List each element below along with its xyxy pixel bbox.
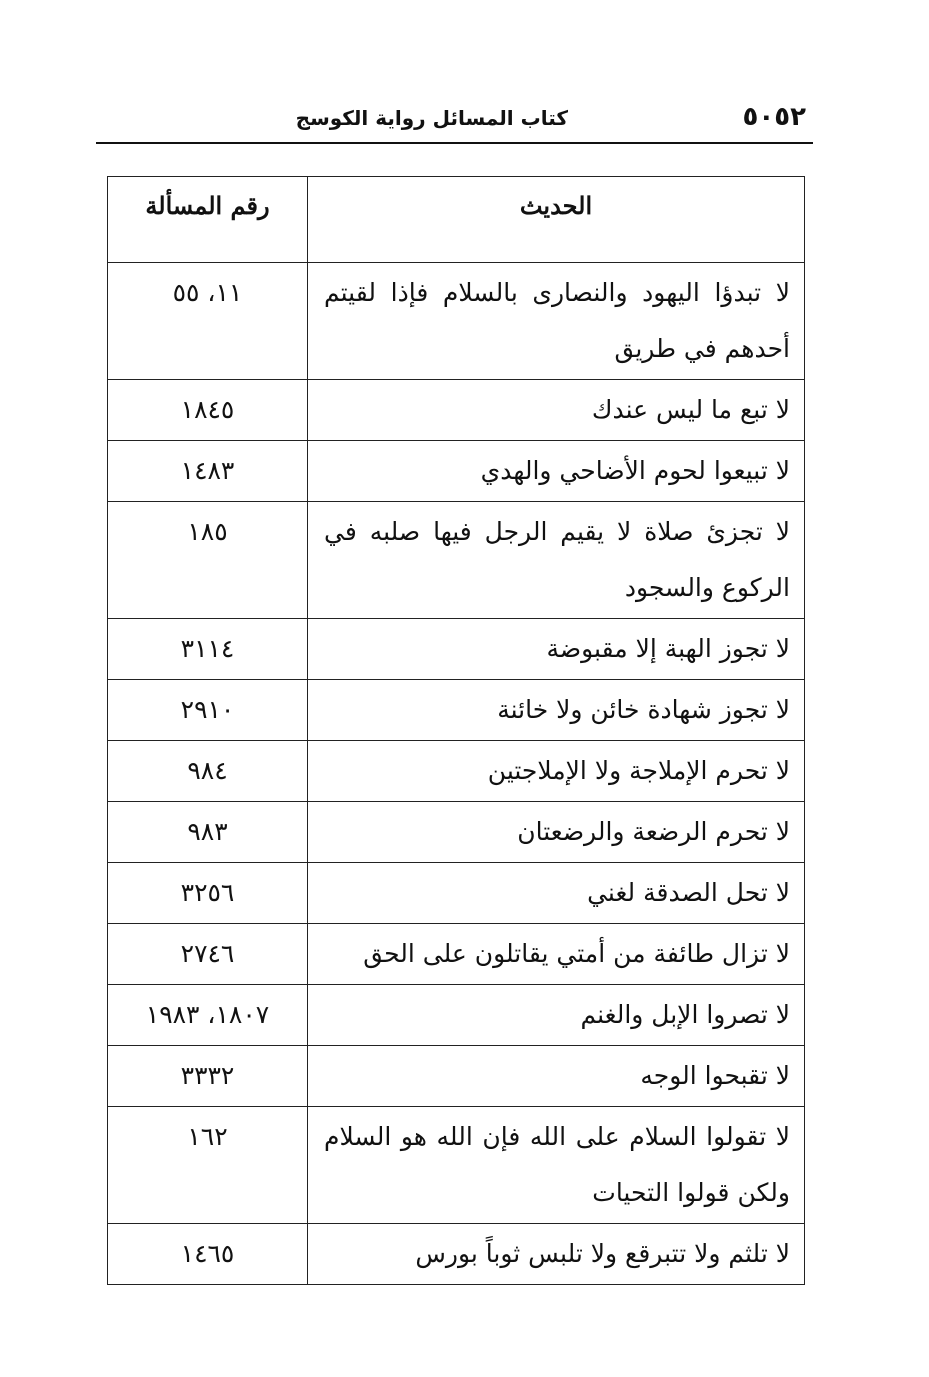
- hadith-text: لا تجوز الهبة إلا مقبوضة: [308, 619, 805, 680]
- issue-number: ١٦٢: [108, 1107, 308, 1224]
- issue-number: ٣١١٤: [108, 619, 308, 680]
- hadith-index-table: [107, 176, 805, 1285]
- issue-number: ١٨٠٧، ١٩٨٣: [108, 985, 308, 1046]
- table-row: [108, 441, 805, 502]
- table-row: [108, 1107, 805, 1224]
- issue-number: ٣٢٥٦: [108, 863, 308, 924]
- hadith-text: لا تجوز شهادة خائن ولا خائنة: [308, 680, 805, 741]
- table-row: [108, 502, 805, 619]
- hadith-text: لا تبع ما ليس عندك: [308, 380, 805, 441]
- table-row: [108, 802, 805, 863]
- table-row: [108, 924, 805, 985]
- table-row: [108, 985, 805, 1046]
- hadith-text: لا تقبحوا الوجه: [308, 1046, 805, 1107]
- hadith-text: لا تقولوا السلام على الله فإن الله هو السلام ولكن قولوا التحيات: [308, 1107, 805, 1224]
- page-number: ٥٠٥٢: [742, 102, 806, 132]
- hadith-text: لا تصروا الإبل والغنم: [308, 985, 805, 1046]
- hadith-text: لا تبدؤا اليهود والنصارى بالسلام فإذا لقيتم أحدهم في طريق: [308, 263, 805, 380]
- issue-number: ١٨٥: [108, 502, 308, 619]
- table-row: [108, 619, 805, 680]
- issue-number: ٩٨٤: [108, 741, 308, 802]
- hadith-text: لا تحرم الإملاجة ولا الإملاجتين: [308, 741, 805, 802]
- issue-number: ٩٨٣: [108, 802, 308, 863]
- issue-number: ١٤٦٥: [108, 1224, 308, 1285]
- table-row: [108, 1224, 805, 1285]
- issue-number: ١١، ٥٥: [108, 263, 308, 380]
- table-row: [108, 380, 805, 441]
- issue-number: ٣٣٣٢: [108, 1046, 308, 1107]
- hadith-text: لا تحل الصدقة لغني: [308, 863, 805, 924]
- hadith-text: لا تلثم ولا تتبرقع ولا تلبس ثوباً بورس: [308, 1224, 805, 1285]
- table-row: [108, 1046, 805, 1107]
- book-title: كتاب المسائل رواية الكوسج: [295, 106, 568, 130]
- issue-number: ١٨٤٥: [108, 380, 308, 441]
- issue-number: ٢٩١٠: [108, 680, 308, 741]
- hadith-text: لا تزال طائفة من أمتي يقاتلون على الحق: [308, 924, 805, 985]
- column-header-hadith: الحديث: [308, 177, 805, 263]
- table-row: [108, 680, 805, 741]
- hadith-text: لا تجزئ صلاة لا يقيم الرجل فيها صلبه في الركوع والسجود: [308, 502, 805, 619]
- header-rule: [96, 142, 813, 144]
- issue-number: ١٤٨٣: [108, 441, 308, 502]
- hadith-text: لا تحرم الرضعة والرضعتان: [308, 802, 805, 863]
- table-header-row: [108, 177, 805, 263]
- hadith-text: لا تبيعوا لحوم الأضاحي والهدي: [308, 441, 805, 502]
- column-header-issue-number: رقم المسألة: [108, 177, 308, 263]
- table-row: [108, 263, 805, 380]
- table-row: [108, 741, 805, 802]
- page-header: [96, 96, 812, 140]
- table-row: [108, 863, 805, 924]
- issue-number: ٢٧٤٦: [108, 924, 308, 985]
